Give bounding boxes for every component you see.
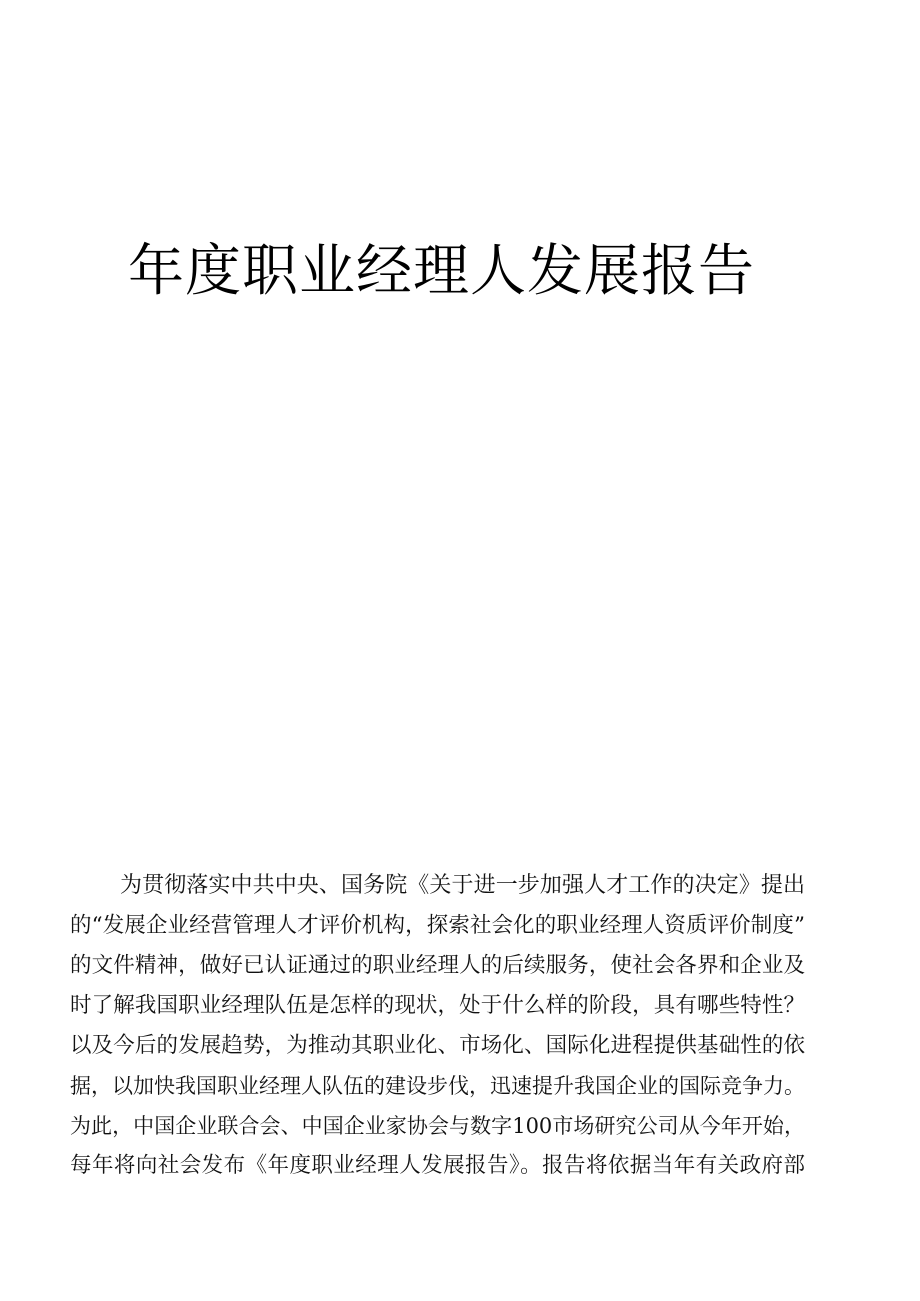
intro-paragraph xyxy=(70,866,805,1186)
document-title: 年度职业经理人发展报告 xyxy=(128,239,755,304)
paragraph-line: 时了解我国职业经理队伍是怎样的现状，处于什么样的阶段，具有哪些特性？ xyxy=(70,993,805,1018)
paragraph-line: 为此，中国企业联合会、中国企业家协会与数字100市场研究公司从今年开始， xyxy=(70,1114,805,1138)
paragraph-line: 每年将向社会发布《年度职业经理人发展报告》。报告将依据当年有关政府部 xyxy=(70,1153,805,1178)
paragraph-line: 以及今后的发展趋势，为推动其职业化、市场化、国际化进程提供基础性的依 xyxy=(70,1033,805,1058)
paragraph-line: 据，以加快我国职业经理人队伍的建设步伐，迅速提升我国企业的国际竞争力。 xyxy=(70,1074,805,1098)
paragraph-line: 为贯彻落实中共中央、国务院《关于进一步加强人才工作的决定》提出 xyxy=(120,873,805,898)
paragraph-line: 的文件精神，做好已认证通过的职业经理人的后续服务，使社会各界和企业及 xyxy=(70,953,805,978)
paragraph-line: 的“发展企业经营管理人才评价机构，探索社会化的职业经理人资质评价制度” xyxy=(70,913,805,938)
